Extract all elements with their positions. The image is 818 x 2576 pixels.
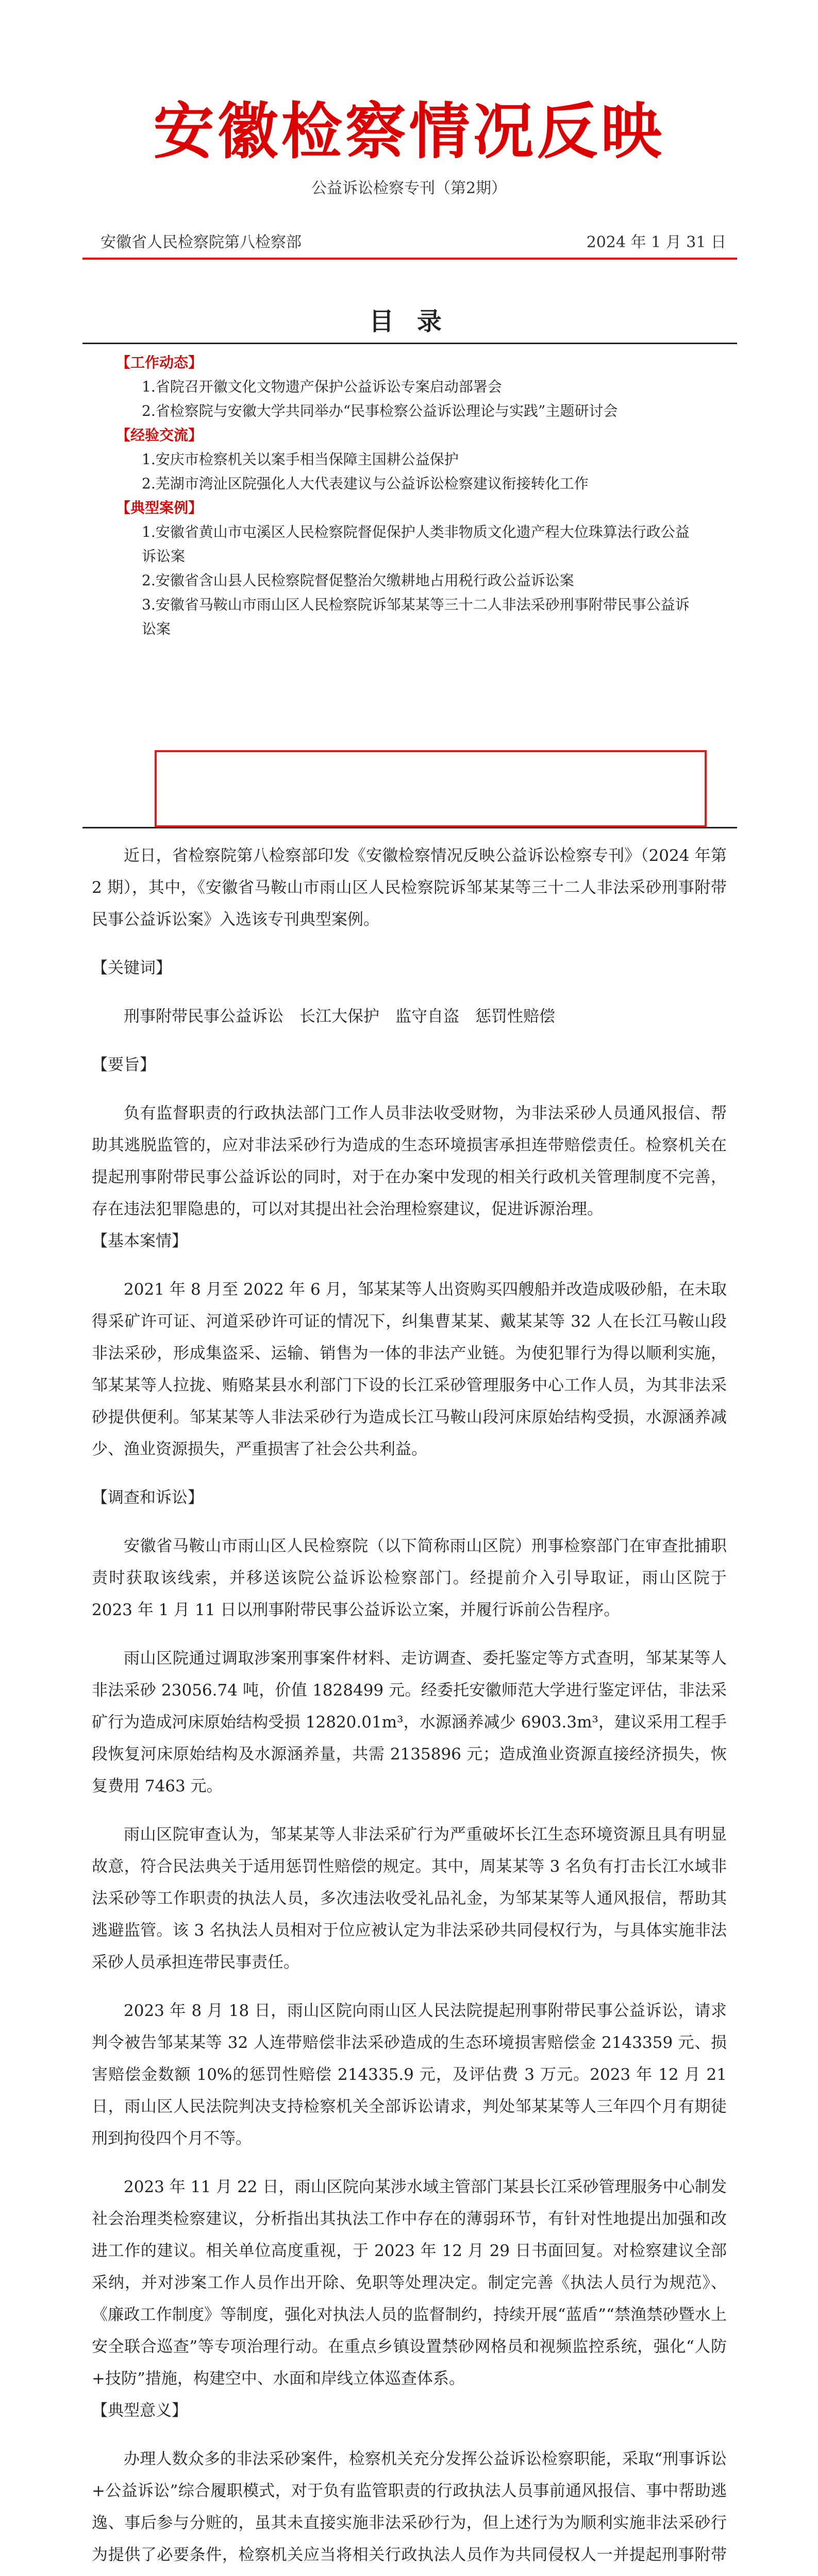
toc-bottom-rule	[82, 827, 737, 828]
toc-item: 1.安庆市检察机关以案手相当保障主国耕公益保护	[142, 451, 459, 468]
summary-label: 【要旨】	[92, 1056, 156, 1074]
keywords: 刑事附带民事公益诉讼 长江大保护 监守自盗 惩罚性赔偿	[124, 1007, 555, 1026]
table-of-contents	[116, 350, 698, 641]
article-body	[92, 840, 727, 2576]
significance-label: 【典型意义】	[92, 2401, 188, 2420]
toc-item: 2.安徽省含山县人民检察院督促整治欠缴耕地占用税行政公益诉讼案	[142, 572, 574, 589]
toc-section-label: 【典型案例】	[116, 499, 203, 516]
toc-heading: 目 录	[369, 307, 449, 336]
facts-paragraph: 2021 年 8 月至 2022 年 6 月，邹某某等人出资购买四艘船并改造成吸砂船，在未取得采矿许可证、河道采砂许可证的情况下，纠集曹某某、戴某某等 32 人在长江马鞍山段非法采砂，形成集盗采、运输、销售为一体的非法产业链。为使犯罪行为得以顺利实施，邹某某等人拉拢、贿赂某县水利部门下设的长江采砂管理服务中心工作人员，为其非法采砂提供便利。邹某某等人非法采砂行为造成长江马鞍山段河床原始结构受损，水源涵养减少、渔业资源损失，严重损害了社会公共利益。	[92, 1280, 727, 1459]
publication-title: 安徽检察情况反映	[153, 96, 665, 167]
summary-paragraph: 负有监督职责的行政执法部门工作人员非法收受财物，为非法采砂人员通风报信、帮助其逃脱监管的，应对非法采砂行为造成的生态环境损害承担连带赔偿责任。检察机关在提起刑事附带民事公益诉讼的同时，对于在办案中发现的相关行政机关管理制度不完善，存在违法犯罪隐患的，可以对其提出社会治理检察建议，促进诉源治理。	[92, 1104, 727, 1218]
toc-top-rule	[82, 343, 737, 344]
toc-section-label: 【工作动态】	[116, 354, 203, 371]
investigation-paragraph: 2023 年 8 月 18 日，雨山区院向雨山区人民法院提起刑事附带民事公益诉讼，请求判令被告邹某某等 32 人连带赔偿非法采砂造成的生态环境损害赔偿金 2143359 元、损害赔偿金数额 10%的惩罚性赔偿 214335.9 元，及评估费 3 万元。2023 年 12 月 21 日，雨山区人民法院判决支持检察机关全部诉讼请求，判处邹某某等人三年四个月有期徒刑到拘役四个月不等。	[92, 2002, 727, 2148]
publication-subtitle: 公益诉讼检察专刊（第2期）	[311, 179, 507, 197]
toc-item: 2.芜湖市湾沚区院强化人大代表建议与公益诉讼检察建议衔接转化工作	[142, 475, 589, 492]
toc-item-highlighted: 3.安徽省马鞍山市雨山区人民检察院诉邹某某等三十二人非法采砂刑事附带民事公益诉讼案	[142, 596, 690, 637]
toc-item: 2.省检察院与安徽大学共同举办“民事检察公益诉讼理论与实践”主题研讨会	[142, 402, 618, 419]
toc-section-label: 【经验交流】	[116, 427, 203, 444]
facts-label: 【基本案情】	[92, 1232, 188, 1250]
investigation-label: 【调查和诉讼】	[92, 1488, 204, 1507]
header-divider	[82, 258, 737, 260]
toc-item: 1.省院召开徽文化文物遗产保护公益诉讼专案启动部署会	[142, 378, 502, 395]
investigation-paragraph: 2023 年 11 月 22 日，雨山区院向某涉水域主管部门某县长江采砂管理服务中心制发社会治理类检察建议，分析指出其执法工作中存在的薄弱环节，有针对性地提出加强和改进工作的建议。相关单位高度重视，于 2023 年 12 月 29 日书面回复。对检察建议全部采纳，并对涉案工作人员作出开除、免职等处理决定。制定完善《执法人员行为规范》、《廉政工作制度》等制度，强化对执法人员的监督制约，持续开展“蓝盾”“禁渔禁砂暨水上安全联合巡查”等专项治理行动。在重点乡镇设置禁砂网格员和视频监控系统，强化“人防+技防”措施，构建空中、水面和岸线立体巡查体系。	[92, 2178, 727, 2388]
intro-paragraph: 近日，省检察院第八检察部印发《安徽检察情况反映公益诉讼检察专刊》（2024 年第 2 期），其中，《安徽省马鞍山市雨山区人民检察院诉邹某某等三十二人非法采砂刑事附带民事公益诉讼案》入选该专刊典型案例。	[92, 846, 727, 929]
issue-date: 2024 年 1 月 31 日	[586, 233, 726, 251]
keywords-label: 【关键词】	[92, 959, 172, 977]
issuer: 安徽省人民检察院第八检察部	[101, 233, 302, 251]
highlight-box	[155, 750, 707, 827]
investigation-paragraph: 雨山区院通过调取涉案刑事案件材料、走访调查、委托鉴定等方式查明，邹某某等人非法采砂 23056.74 吨，价值 1828499 元。经委托安徽师范大学进行鉴定评估，非法采矿行为造成河床原始结构受损 12820.01m³，水源涵养减少 6903.3m³，建议采用工程手段恢复河床原始结构及水源涵养量，共需 2135896 元；造成渔业资源直接经济损失，恢复费用 7463 元。	[92, 1649, 727, 1795]
significance-paragraph: 办理人数众多的非法采砂案件，检察机关充分发挥公益诉讼检察职能，采取“刑事诉讼+公益诉讼”综合履职模式，对于负有监管职责的行政执法人员事前通风报信、事中帮助逃逸、事后参与分赃的，虽其未直接实施非法采砂行为，但上述行为为顺利实施非法采砂行为提供了必要条件，检察机关应当将相关行政执法人员作为共同侵权人一并提起刑事附带	[92, 2450, 727, 2564]
investigation-paragraph: 安徽省马鞍山市雨山区人民检察院（以下简称雨山区院）刑事检察部门在审查批捕职责时获取该线索，并移送该院公益诉讼检察部门。经提前介入引导取证，雨山区院于 2023 年 1 月 11 日以刑事附带民事公益诉讼立案，并履行诉前公告程序。	[92, 1537, 727, 1619]
toc-item: 1.安徽省黄山市屯溪区人民检察院督促保护人类非物质文化遗产程大位珠算法行政公益诉讼案	[142, 523, 690, 565]
investigation-paragraph: 雨山区院审查认为，邹某某等人非法采矿行为严重破坏长江生态环境资源且具有明显故意，符合民法典关于适用惩罚性赔偿的规定。其中，周某某等 3 名负有打击长江水域非法采砂等工作职责的执法人员，多次违法收受礼品礼金，为邹某某等人通风报信，帮助其逃避监管。该 3 名执法人员相对于位应被认定为非法采砂共同侵权行为，与具体实施非法采砂人员承担连带民事责任。	[92, 1825, 727, 1972]
